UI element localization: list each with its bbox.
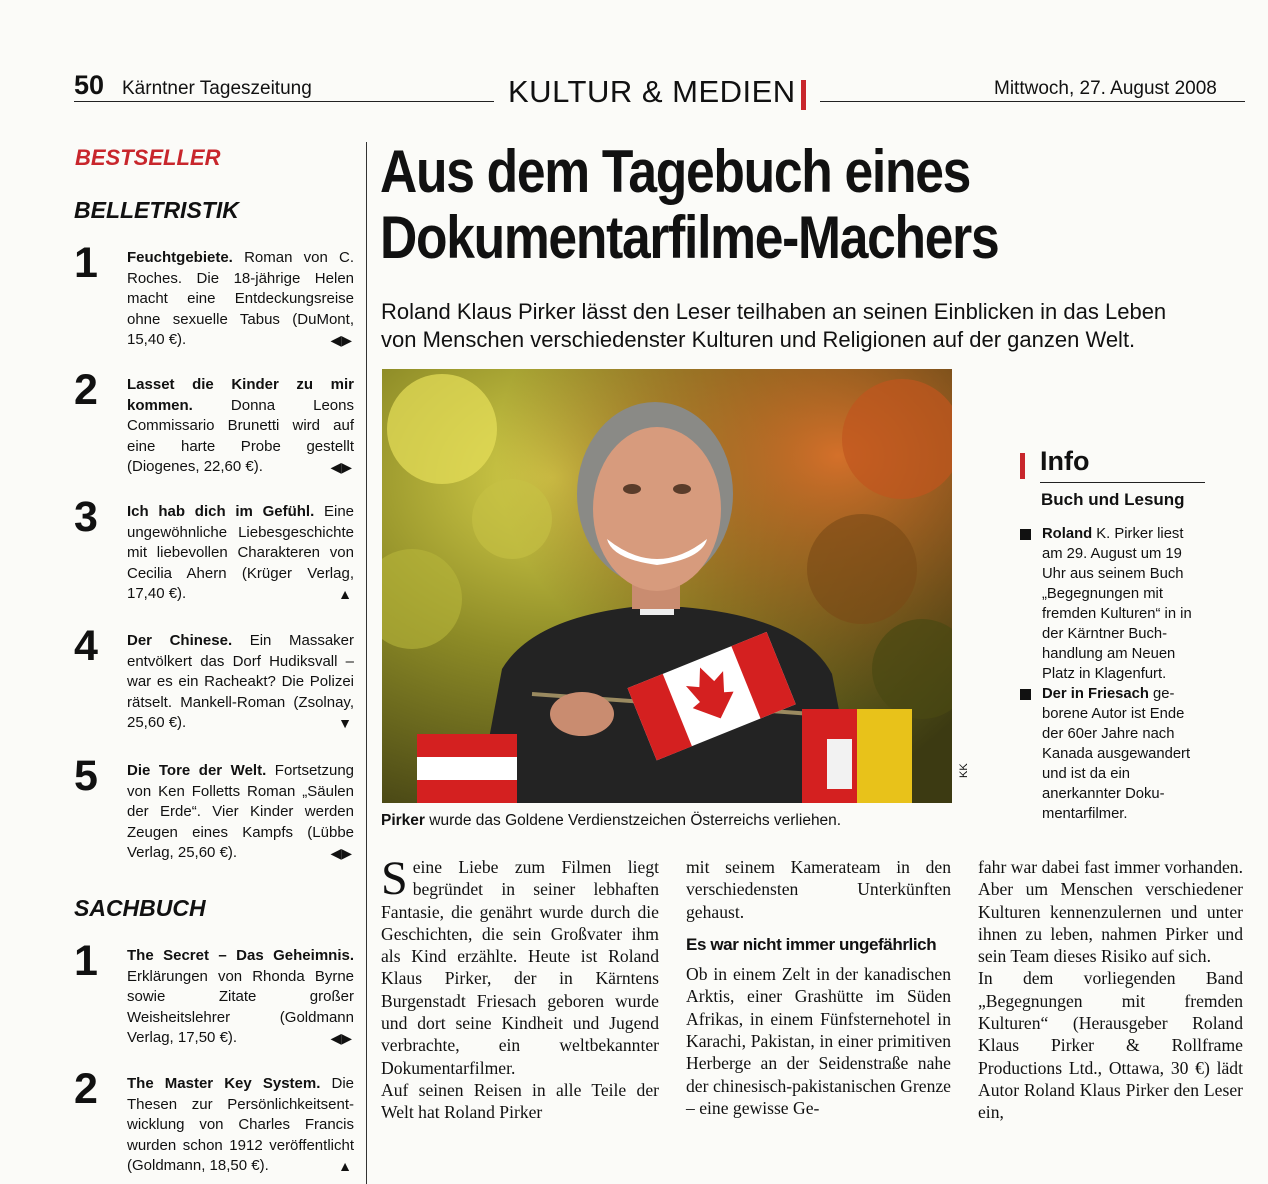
trend-up-icon: ▲ [338, 1158, 352, 1174]
book-description: Erklärungen von Rhonda Byrne sowie Zitate großer Weisheitslehrer (Goldmann Verlag, 17,50 €). [127, 967, 354, 1046]
info-text: geborene Autor ist Ende der 60er Jahre nach Kanada ausgewandert und ist da ein anerkannter Dokumentarfilmer. [1042, 686, 1191, 822]
book-description: Donna Leons Commissario Brunetti wird auf eine harte Probe gestellt (Diogenes, 22,60 €). [127, 396, 354, 475]
book-title: Feuchtgebiete. [127, 249, 233, 266]
body-paragraph: Ob in einem Zelt in der kanadischen Arktis, einer Grashütte im Süden Afrikas, in einem Fünfsternehotel in Karachi, Pakistan, in einer primitiven Herberge an der Seidenstraße nahe der chinesisch-pakistanischen Grenze – eine gewisse Ge- [686, 964, 951, 1118]
rank-number: 4 [74, 622, 98, 670]
book-title: Lasset die Kinder zu mir kommen. [127, 376, 354, 414]
body-paragraph: mit seinem Kamerateam in den verschiedensten Unterkünften gehaust. [686, 857, 951, 922]
book-description: Ein Massaker entvölkert das Dorf Hudiksvall – war es ein Racheakt? Die Polizei rätselt. Mankell-Roman (Zsolnay, 25,60 €). [127, 632, 354, 731]
info-subtitle: Buch und Lesung [1041, 490, 1185, 509]
book-title: The Master Key System. [127, 1075, 321, 1092]
article-headline [380, 139, 1120, 271]
item-text [127, 502, 354, 605]
body-paragraph: In dem vorliegenden Band „Begegnungen mit fremden Kulturen“ (Herausgeber Roland Klaus Pirker & Rollframe Productions Ltd., Ottawa, 30 €) lädt Autor Roland Klaus Pirker den Leser ein, [978, 968, 1243, 1123]
book-description: Roman von C. Roches. Die 18-jährige Helen macht eine Entdeckungsreise ohne sexuelle Tabus (DuMont, 15,40 €). [127, 249, 354, 348]
photo-credit: KK [958, 763, 970, 778]
book-title: Die Tore der Welt. [127, 762, 267, 779]
rank-number: 3 [74, 493, 98, 541]
header-rule-right [820, 101, 1245, 102]
section-accent-bar [801, 80, 806, 110]
bullet-square-icon [1020, 689, 1031, 700]
headline-line: Dokumentarfilme-Machers [380, 204, 999, 271]
trend-down-icon: ▼ [338, 715, 352, 731]
rank-number: 1 [74, 937, 98, 985]
bullet-square-icon [1020, 529, 1031, 540]
item-text [127, 248, 354, 351]
subheadline-line: von Menschen verschiedenster Kulturen und Religionen auf der ganzen Welt. [381, 327, 1136, 352]
body-paragraph: fahr war dabei fast immer vorhanden. Aber um Menschen verschiedener Kulturen kennenzulernen und unter ihnen zu leben, nahmen Pirker und sein Team dieses Risiko auf sich. [978, 857, 1243, 967]
book-title: Ich hab dich im Gefühl. [127, 503, 315, 520]
photo-caption [381, 812, 841, 830]
section-title: KULTUR & MEDIEN [508, 74, 796, 109]
item-text [127, 946, 354, 1049]
info-lead: Roland [1042, 526, 1093, 542]
item-text [127, 631, 354, 734]
article-subhead: Es war nicht immer ungefährlich [686, 934, 937, 954]
page-number: 50 [74, 70, 105, 100]
category-belletristik: BELLETRISTIK [74, 197, 239, 223]
body-paragraph [381, 852, 659, 1079]
book-title: Der Chinese. [127, 632, 233, 649]
trend-unchanged-icon: ◀▶ [330, 1030, 352, 1046]
article-column-1 [381, 852, 659, 1124]
column-divider [366, 142, 367, 1184]
article-column-3 [978, 856, 1243, 1124]
photo-illustration [382, 369, 952, 803]
info-paragraph [1020, 524, 1206, 684]
info-accent-bar [1020, 453, 1025, 479]
subheadline-line: Roland Klaus Pirker lässt den Leser teilhaben an seinen Einblicken in das Leben [381, 299, 1167, 324]
headline-line: Aus dem Tagebuch eines [380, 138, 971, 205]
info-lead: Der in Friesach [1042, 686, 1149, 702]
book-title: The Secret – Das Geheimnis. [127, 947, 354, 964]
rank-number: 2 [74, 1065, 98, 1113]
category-sachbuch: SACHBUCH [74, 895, 206, 921]
info-title: Info [1040, 446, 1090, 476]
rank-number: 1 [74, 239, 98, 287]
trend-unchanged-icon: ◀▶ [330, 332, 352, 348]
article-column-2 [686, 856, 951, 1119]
rank-number: 5 [74, 752, 98, 800]
article-subheadline [381, 298, 1251, 354]
bestseller-title: BESTSELLER [75, 145, 221, 170]
article-photo [382, 369, 952, 803]
header-rule-left [74, 101, 494, 102]
book-description: Eine ungewöhnliche Liebesgeschichte mit liebevollen Charakteren von Cecilia Ahern (Krüger Verlag, 17,40 €). [127, 503, 355, 602]
caption-text: wurde das Goldene Verdienstzeichen Österreichs verliehen. [429, 812, 842, 829]
newspaper-name: Kärntner Tageszeitung [122, 78, 312, 99]
issue-date: Mittwoch, 27. August 2008 [994, 78, 1217, 99]
book-description: Die Thesen zur Persönlichkeitsentwicklung von Charles Francis wurden schon 1912 veröffentlicht (Goldmann, 18,50 €). [127, 1075, 354, 1174]
item-text [127, 1074, 354, 1177]
trend-unchanged-icon: ◀▶ [330, 459, 352, 475]
trend-up-icon: ▲ [338, 586, 352, 602]
info-rule [1040, 482, 1205, 483]
info-paragraph [1020, 684, 1206, 824]
trend-unchanged-icon: ◀▶ [330, 845, 352, 861]
info-body [1020, 524, 1206, 824]
drop-cap: S [381, 852, 408, 905]
body-paragraph: Auf seinen Reisen in alle Teile der Welt hat Roland Pirker [381, 1079, 659, 1123]
body-text: eine Liebe zum Filmen liegt begründet in seiner lebhaften Fantasie, die genährt wurde durch die Geschichten, die sein Großvater ihm als Kind erzählte. Heute ist Roland Klaus Pirker, der in Kärntens Burgenstadt Friesach geboren wurde und dort seine Kindheit und Jugend verbrachte, ein weltbekannter Dokumentarfilmer. [381, 857, 659, 1078]
item-text [127, 375, 354, 478]
info-text: K. Pirker liest am 29. August um 19 Uhr aus seinem Buch „Begegnungen mit fremden Kulturen“ in in der Kärntner Buchhandlung am Neuen Platz in Klagenfurt. [1042, 526, 1192, 682]
item-text [127, 761, 354, 864]
book-description: Fortsetzung von Ken Folletts Roman „Säulen der Erde“. Vier Kinder werden Zeugen eines Kampfs (Lübbe Verlag, 25,60 €). [127, 762, 355, 861]
rank-number: 2 [74, 366, 98, 414]
caption-name: Pirker [381, 812, 425, 829]
